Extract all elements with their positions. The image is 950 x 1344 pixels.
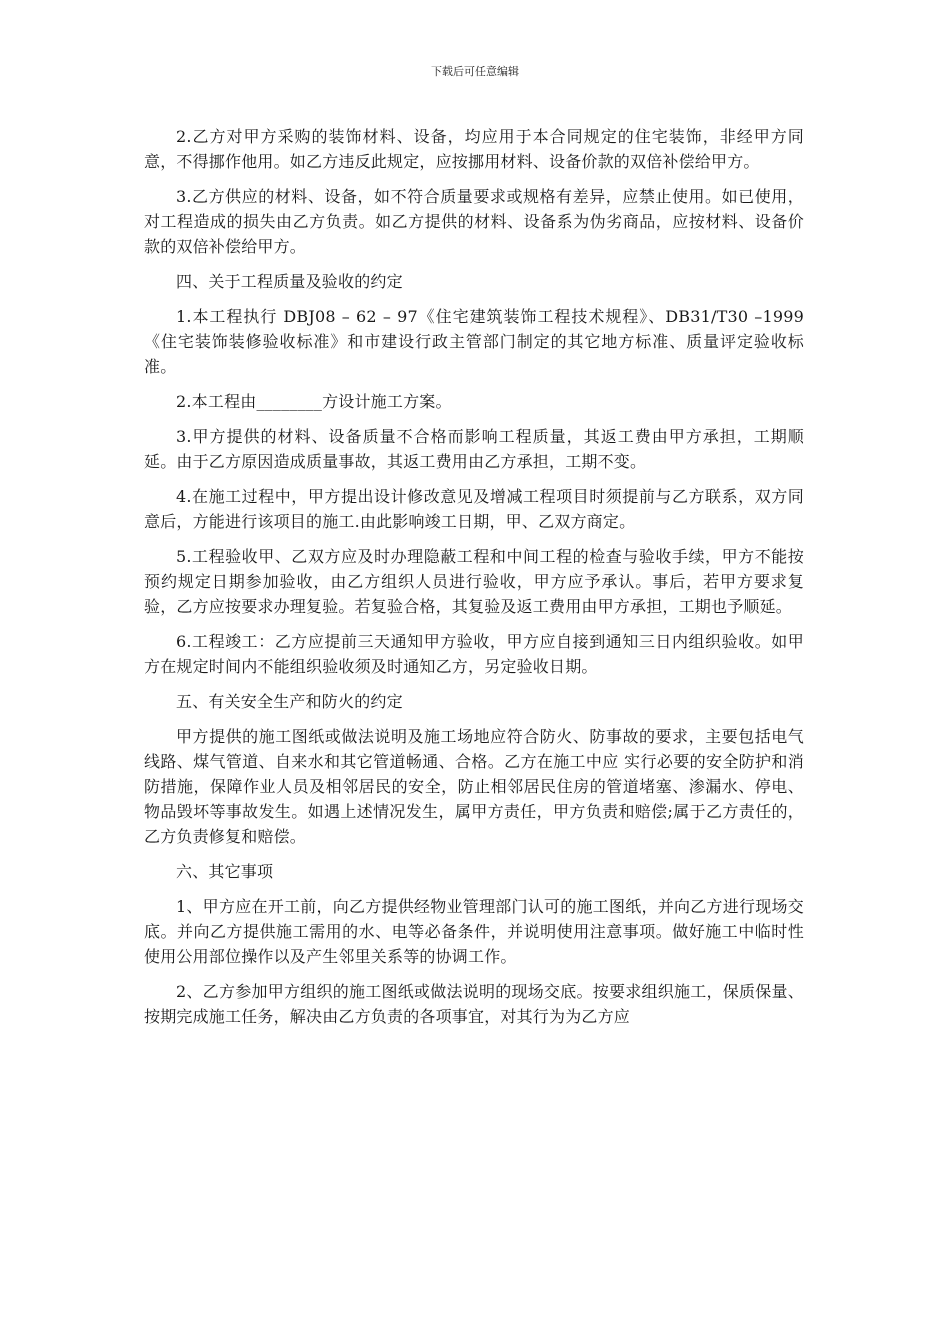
paragraph: 1、甲方应在开工前，向乙方提供经物业管理部门认可的施工图纸，并向乙方进行现场交底。并向乙方提供施工需用的水、电等必备条件，并说明使用注意事项。做好施工中临时性使用公用部位操作以及产生邻里关系等的协调工作。	[144, 897, 804, 966]
document-body	[144, 124, 804, 1039]
paragraph: 1.本工程执行 DBJ08 – 62 – 97《住宅建筑装饰工程技术规程》、DB31/T30 –1999《住宅装饰装修验收标准》和市建设行政主管部门制定的其它地方标准、质量评定验收标准。	[144, 307, 804, 376]
section-heading: 六、其它事项	[176, 862, 274, 881]
paragraph: 4.在施工过程中，甲方提出设计修改意见及增减工程项目时须提前与乙方联系，双方同意后，方能进行该项目的施工.由此影响竣工日期，甲、乙双方商定。	[144, 487, 804, 531]
paragraph: 3.甲方提供的材料、设备质量不合格而影响工程质量，其返工费由甲方承担，工期顺延。由于乙方原因造成质量事故，其返工费用由乙方承担，工期不变。	[144, 427, 804, 471]
paragraph: 甲方提供的施工图纸或做法说明及施工场地应符合防火、防事故的要求，主要包括电气线路、煤气管道、自来水和其它管道畅通、合格。乙方在施工中应 实行必要的安全防护和消防措施，保障作业人员及相邻居民的安全，防止相邻居民住房的管道堵塞、渗漏水、停电、物品毁坏等事故发生。如遇上述情况发生，属甲方责任，甲方负责和赔偿;属于乙方责任的，乙方负责修复和赔偿。	[144, 727, 804, 846]
paragraph: 6.工程竣工：乙方应提前三天通知甲方验收，甲方应自接到通知三日内组织验收。如甲方在规定时间内不能组织验收须及时通知乙方，另定验收日期。	[144, 632, 804, 676]
paragraph: 3.乙方供应的材料、设备，如不符合质量要求或规格有差异，应禁止使用。如已使用，对工程造成的损失由乙方负责。如乙方提供的材料、设备系为伪劣商品，应按材料、设备价款的双倍补偿给甲方。	[144, 187, 804, 256]
paragraph: 5.工程验收甲、乙双方应及时办理隐蔽工程和中间工程的检查与验收手续，甲方不能按预约规定日期参加验收，由乙方组织人员进行验收，甲方应予承认。事后，若甲方要求复验，乙方应按要求办理复验。若复验合格，其复验及返工费用由甲方承担，工期也予顺延。	[144, 547, 804, 616]
section-heading: 四、关于工程质量及验收的约定	[176, 272, 403, 291]
paragraph: 2、乙方参加甲方组织的施工图纸或做法说明的现场交底。按要求组织施工，保质保量、按期完成施工任务，解决由乙方负责的各项事宜，对其行为为乙方应	[144, 982, 804, 1026]
paragraph: 2.乙方对甲方采购的装饰材料、设备，均应用于本合同规定的住宅装饰，非经甲方同意，不得挪作他用。如乙方违反此规定，应按挪用材料、设备价款的双倍补偿给甲方。	[144, 127, 804, 171]
header-note: 下载后可任意编辑	[431, 65, 519, 78]
section-heading: 五、有关安全生产和防火的约定	[176, 692, 403, 711]
paragraph: 2.本工程由________方设计施工方案。	[176, 392, 452, 411]
